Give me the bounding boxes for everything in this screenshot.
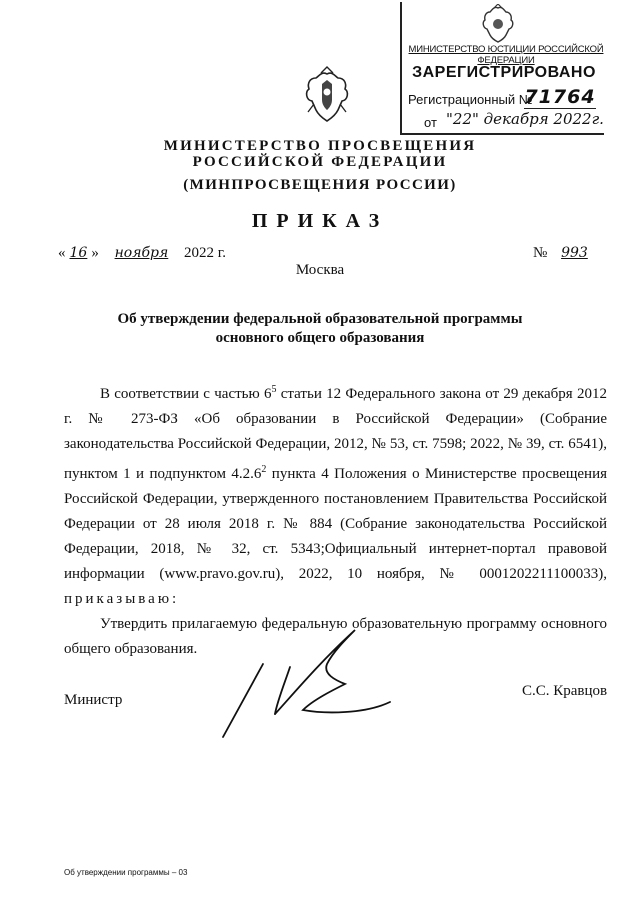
- stamp-regno-label: Регистрационный №: [408, 92, 533, 107]
- order-body: [64, 377, 607, 662]
- stamp-registered-label: ЗАРЕГИСТРИРОВАНО: [412, 64, 596, 81]
- date-quote-open: «: [58, 245, 66, 261]
- subject-line2: основного общего образования: [215, 330, 425, 346]
- registration-stamp: [400, 2, 604, 135]
- subject-line1: Об утверждении федеральной образовательной программы: [117, 311, 523, 327]
- order-verb: приказываю:: [64, 591, 180, 607]
- date-year: 2022 г.: [184, 245, 226, 261]
- stamp-ministry: МИНИСТЕРСТВО ЮСТИЦИИ РОССИЙСКОЙ ФЕДЕРАЦИИ: [408, 44, 604, 66]
- number-value: 993: [561, 245, 588, 261]
- order-number: [533, 245, 598, 262]
- document-title: ПРИКАЗ: [251, 210, 389, 232]
- order-date: [58, 245, 226, 262]
- stamp-date-value: "22" декабря 2022г.: [446, 110, 604, 128]
- stamp-date-from: от: [424, 115, 437, 130]
- coat-of-arms-icon: [480, 4, 516, 44]
- body-paragraph-2: Утвердить прилагаемую федеральную образовательную программу основного общего образования.: [64, 616, 607, 657]
- city: Москва: [295, 262, 345, 278]
- signatory-name: С.С. Кравцов: [522, 683, 608, 699]
- order-subject: [100, 310, 540, 348]
- ministry-short-name: (МИНПРОСВЕЩЕНИЯ РОССИИ): [183, 177, 457, 193]
- handwritten-signature: [215, 622, 395, 742]
- ministry-name-line2: РОССИЙСКОЙ ФЕДЕРАЦИИ: [192, 154, 448, 170]
- date-day: 16: [69, 245, 88, 261]
- stamp-regno-value: 71764: [524, 86, 596, 108]
- ministry-name-line1: МИНИСТЕРСТВО ПРОСВЕЩЕНИЯ: [163, 138, 477, 154]
- body-paragraph-1: В соответствии с частью $6^5$ статьи 12 Федерального закона от 29 декабря 2012 г. № 273-ФЗ «Об образовании в Российской Федерации» (Собрание законодательства Российской Федерации, 2012, № 53, ст. 7598; 2022, № 39, ст. 6541), пунктом 1 и подпунктом 4.2.6$^2$ пункта 4 Положения о Министерстве просвещения Российской Федерации, утвержденного постановлением Правительства Российской Федерации от 28 июля 2018 г. № 884 (Собрание законодательства Российской Федерации, 2018, № 32, ст. 5343;Официальный интернет-портал правовой информации (www.pravo.gov.ru), 2022, 10 ноября, № 0001202211100033), приказываю:: [64, 384, 608, 607]
- date-quote-close: »: [91, 245, 99, 261]
- number-label: №: [533, 245, 548, 261]
- signatory-role: Министр: [64, 692, 123, 708]
- coat-of-arms-icon: [302, 66, 352, 124]
- footer-file-label: Об утверждении программы – 03: [64, 868, 188, 877]
- date-month: ноября: [114, 245, 169, 261]
